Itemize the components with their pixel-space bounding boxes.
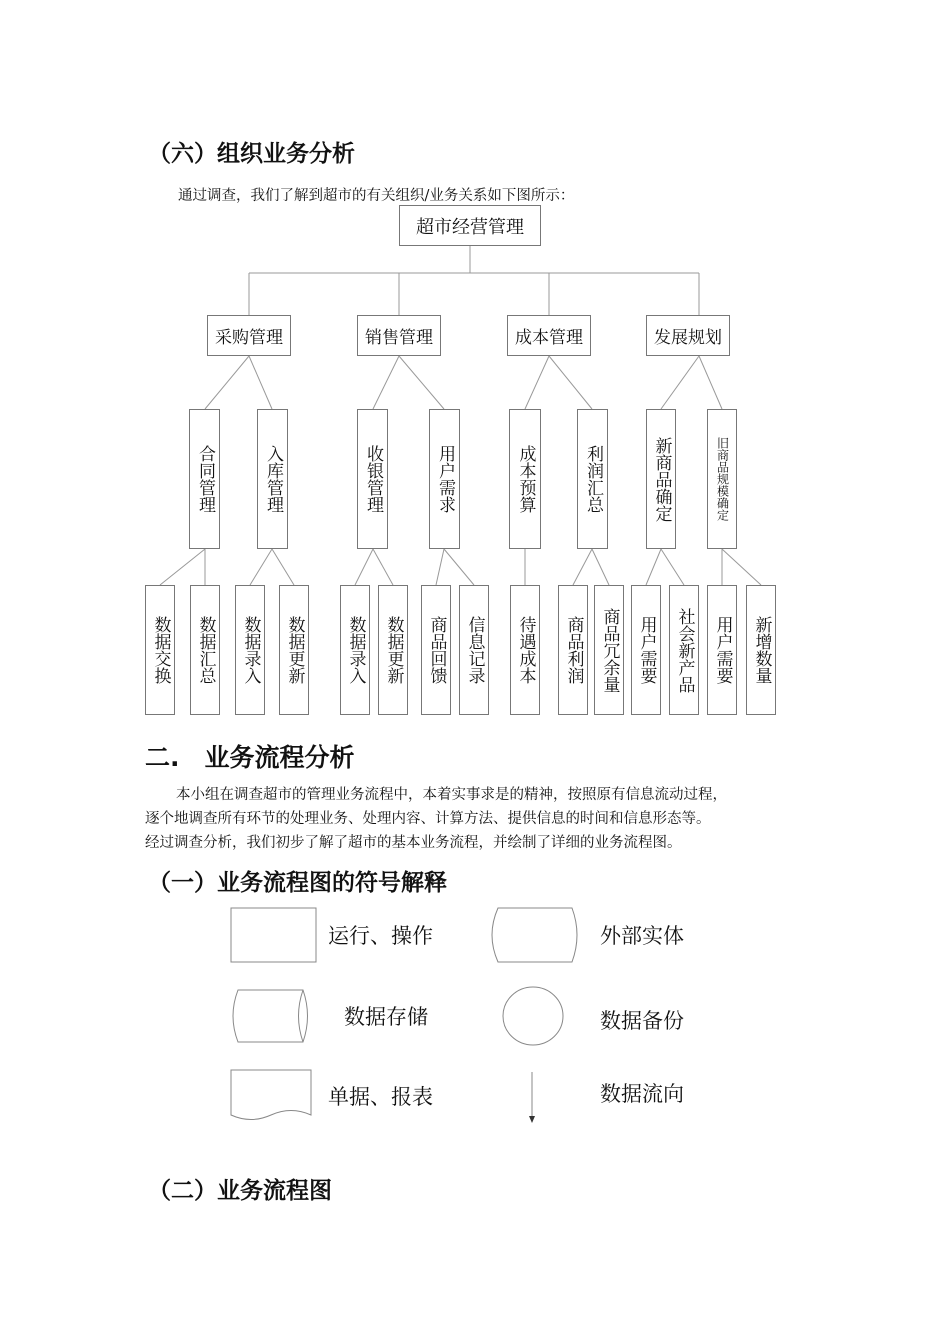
org-task: 数据交换: [145, 585, 175, 715]
org-unit-contract: 合同管理: [189, 409, 220, 549]
org-task: 用户需要: [631, 585, 661, 715]
org-unit-old-product-scale: 旧商品规模确定: [707, 409, 737, 549]
org-task: 商品冗余量: [594, 585, 624, 715]
org-task: 新增数量: [746, 585, 776, 715]
org-dept-planning: 发展规划: [646, 315, 730, 356]
external-entity-symbol: [492, 908, 577, 962]
org-task: 用户需要: [707, 585, 737, 715]
section-flow-title: 二. 业务流程分析: [145, 743, 355, 772]
org-task: 数据录入: [340, 585, 370, 715]
org-root-box: 超市经营管理: [399, 205, 541, 246]
data-storage-symbol: [233, 990, 308, 1042]
legend-flow-label: 数据流向: [600, 1082, 684, 1106]
org-unit-new-product: 新商品确定: [646, 409, 676, 549]
section-org-intro: 通过调查，我们了解到超市的有关组织/业务关系如下图所示：: [178, 188, 575, 204]
org-unit-profit-summary: 利润汇总: [577, 409, 608, 549]
org-task: 待遇成本: [510, 585, 540, 715]
legend-storage-label: 数据存储: [344, 1005, 428, 1029]
org-task: 数据更新: [378, 585, 408, 715]
org-task: 数据录入: [235, 585, 265, 715]
section-diagram-title: （二）业务流程图: [148, 1178, 332, 1204]
section-org-title: （六）组织业务分析: [148, 141, 355, 167]
org-dept-sales: 销售管理: [357, 315, 441, 356]
section-flow-para-line2: 逐个地调查所有环节的处理业务、处理内容、计算方法、提供信息的时间和信息形态等。: [145, 811, 711, 827]
org-task: 数据汇总: [190, 585, 220, 715]
org-task: 社会新产品: [669, 585, 699, 715]
org-task: 商品利润: [558, 585, 588, 715]
section-flow-para-line3: 经过调查分析，我们初步了解了超市的基本业务流程，并绘制了详细的业务流程图。: [145, 835, 682, 851]
operation-symbol: [231, 908, 316, 962]
section-flow-para-line1: 本小组在调查超市的管理业务流程中，本着实事求是的精神，按照原有信息流动过程，: [176, 787, 727, 803]
arrow-head-icon: [529, 1116, 535, 1123]
data-backup-symbol: [503, 987, 563, 1045]
legend-operation-label: 运行、操作: [328, 924, 433, 948]
legend-external-label: 外部实体: [600, 924, 684, 948]
org-task: 数据更新: [279, 585, 309, 715]
org-unit-cost-budget: 成本预算: [509, 409, 541, 549]
org-task: 信息记录: [459, 585, 489, 715]
org-unit-stock-in: 入库管理: [257, 409, 288, 549]
org-dept-cost: 成本管理: [507, 315, 591, 356]
legend-backup-label: 数据备份: [600, 1009, 684, 1033]
legend-document-label: 单据、报表: [328, 1085, 433, 1109]
org-unit-user-demand: 用户需求: [429, 409, 460, 549]
document-symbol: [231, 1070, 311, 1120]
section-symbols-title: （一）业务流程图的符号解释: [148, 870, 447, 896]
org-dept-purchasing: 采购管理: [207, 315, 291, 356]
org-task: 商品回馈: [421, 585, 451, 715]
org-unit-cashier: 收银管理: [357, 409, 388, 549]
